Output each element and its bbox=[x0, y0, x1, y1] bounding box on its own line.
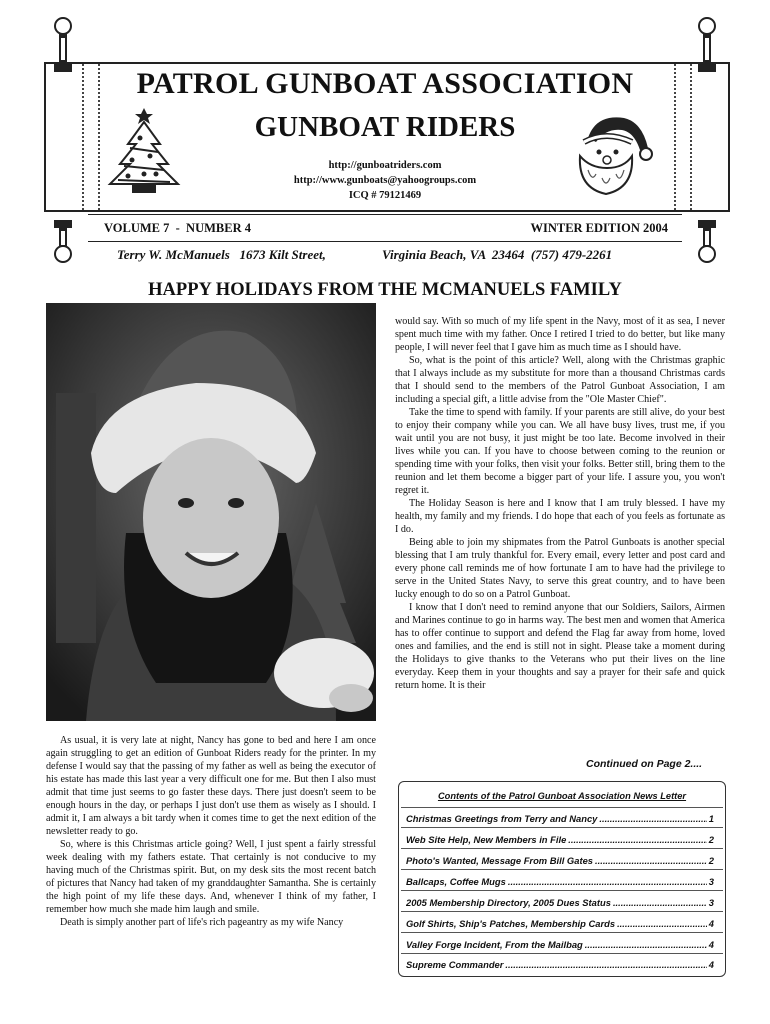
toc-item-page: 4 bbox=[708, 918, 714, 929]
continued-note: Continued on Page 2.... bbox=[586, 758, 703, 770]
toc-item[interactable] bbox=[406, 959, 714, 970]
toc-leader bbox=[599, 813, 706, 824]
photo-image bbox=[46, 303, 376, 721]
toc-leader bbox=[505, 959, 706, 970]
table-of-contents bbox=[398, 781, 726, 977]
divider bbox=[401, 953, 723, 954]
paragraph: Death is simply another part of life's rich pageantry as my wife Nancy bbox=[60, 917, 344, 928]
toc-item-title: Supreme Commander bbox=[406, 959, 504, 970]
edition-label: WINTER EDITION 2004 bbox=[530, 221, 668, 235]
toc-item-title: Web Site Help, New Members in File bbox=[406, 834, 567, 845]
divider bbox=[401, 932, 723, 933]
toc-leader bbox=[617, 918, 707, 929]
toc-leader bbox=[595, 855, 707, 866]
website-link[interactable]: http://gunboatriders.com bbox=[328, 160, 442, 171]
paragraph: The Holiday Season is here and I know that I am truly blessed. I have my health, my family and my friends. I do hope that each of you feels as fortunate as I do. bbox=[395, 498, 725, 535]
toc-item[interactable] bbox=[406, 918, 714, 929]
toc-item[interactable] bbox=[406, 855, 714, 866]
toc-leader bbox=[568, 834, 707, 845]
toc-item-page: 4 bbox=[708, 939, 714, 950]
paragraph: So, where is this Christmas article going? Well, I just spent a fairly stressful week dealing with my fathers estate. That certainly is not conducive to my having much of the Christmas spirit. But, on my desk sits the most recent batch of pictures that Nancy had taken of my granddaughter Samantha. She is certainly the high point of my life these days. And, whenever I think of my father, I remember how much she made him laugh and smile. bbox=[46, 839, 376, 915]
volume-number: VOLUME 7 - NUMBER 4 bbox=[104, 221, 251, 235]
newsletter-title: GUNBOAT RIDERS bbox=[254, 111, 516, 143]
toc-item[interactable] bbox=[406, 834, 714, 845]
toc-leader bbox=[508, 876, 707, 887]
toc-item-title: Valley Forge Incident, From the Mailbag bbox=[406, 939, 583, 950]
paragraph: I know that I don't need to remind anyone that our Soldiers, Sailors, Airmen and Marines continue to go in harms way. The best men and women that America has to offer continue to support and defend the Flag far away from home, loved ones and families, and the end is still not in sight. Please take a moment during the Holidays to give thanks to the Veterans who put their lives on the line everyday. Keep them in your thoughts and say a prayer for their safe and quick return home. It is their bbox=[395, 602, 725, 691]
toc-leader bbox=[585, 939, 707, 950]
toc-heading: Contents of the Patrol Gunboat Association News Letter bbox=[437, 791, 687, 801]
article-left-column bbox=[46, 734, 376, 929]
group-link[interactable]: http://www.gunboats@yahoogroups.com bbox=[293, 175, 477, 186]
toc-item-title: Christmas Greetings from Terry and Nancy bbox=[406, 813, 598, 824]
divider bbox=[401, 827, 723, 828]
paragraph: would say. With so much of my life spent in the Navy, most of it as sea, I never spent much time with my father. Once I retired I tried to do better, but like many people, I will never feel that I gave him as much time as I should have. bbox=[395, 316, 725, 353]
association-title: PATROL GUNBOAT ASSOCIATION bbox=[136, 67, 634, 100]
toc-item-page: 4 bbox=[708, 959, 714, 970]
divider bbox=[401, 869, 723, 870]
paragraph: So, what is the point of this article? Well, along with the Christmas graphic that I always include as my substitute for more than a thousand Christmas cards that I should send to the members of the Patrol Gunboat Association, I am including a special gift, a little advise from the "Ole Master Chief". bbox=[395, 355, 725, 405]
toc-item-page: 2 bbox=[708, 855, 714, 866]
toc-item[interactable] bbox=[406, 897, 714, 908]
toc-item-page: 1 bbox=[708, 813, 714, 824]
granddaughter-photo bbox=[46, 303, 376, 721]
toc-item-title: 2005 Membership Directory, 2005 Dues Status bbox=[406, 897, 611, 908]
toc-item-title: Golf Shirts, Ship's Patches, Membership Cards bbox=[406, 918, 616, 929]
divider bbox=[401, 848, 723, 849]
divider bbox=[401, 807, 723, 808]
toc-item-title: Photo's Wanted, Message From Bill Gates bbox=[406, 855, 593, 866]
paragraph: As usual, it is very late at night, Nancy has gone to bed and here I am once again struggling to get an edition of Gunboat Riders ready for the printer. In my defense I would say that the passing of my father as well as being the executor of his estate has made this last year a very difficult one for me. But then I also must admit that time just seems to go faster these days. There just doesn't seem to be enough hours in the day, or perhaps I just don't use them as wisely as I should. I admit it, I am always a bit tardy when it comes time to get the next edition of the newsletter ready to go. bbox=[46, 735, 376, 837]
toc-item-title: Ballcaps, Coffee Mugs bbox=[406, 876, 506, 887]
divider bbox=[401, 911, 723, 912]
article-right-column bbox=[395, 315, 725, 692]
toc-item-page: 3 bbox=[708, 876, 714, 887]
toc-item-page: 3 bbox=[708, 897, 714, 908]
toc-item[interactable] bbox=[406, 876, 714, 887]
divider bbox=[401, 890, 723, 891]
icq-number: ICQ # 79121469 bbox=[348, 190, 422, 201]
article-headline: HAPPY HOLIDAYS FROM THE MCMANUELS FAMILY bbox=[148, 280, 622, 300]
paragraph: Take the time to spend with family. If your parents are still alive, do your best to enjoy their company while you can. We all have busy lives, trust me, if you wait until you are not busy, it just might be too late. Become involved in their lives while you can. If you have to choose between coming to the reunion or spending time with your folks, then visit your folks. Better still, bring them to the reunion and let them become a bigger part of your life. I assure you, you won't regret it. bbox=[395, 407, 725, 496]
toc-leader bbox=[613, 897, 707, 908]
editor-address: Terry W. McManuels 1673 Kilt Street, bbox=[117, 247, 326, 262]
toc-item[interactable] bbox=[406, 939, 714, 950]
editor-city-phone: Virginia Beach, VA 23464 (757) 479-2261 bbox=[382, 247, 613, 262]
toc-item[interactable] bbox=[406, 813, 714, 824]
paragraph: Being able to join my shipmates from the Patrol Gunboats is another special blessing that I am truly thankful for. Every email, every letter and post card and every phone call reminds me of how fortunate I am to have had the privilege to serve in the United States Navy, to serve this great country, and to have been lucky enough to do so on a Patrol Gunboat. bbox=[395, 537, 725, 600]
toc-item-page: 2 bbox=[708, 834, 714, 845]
